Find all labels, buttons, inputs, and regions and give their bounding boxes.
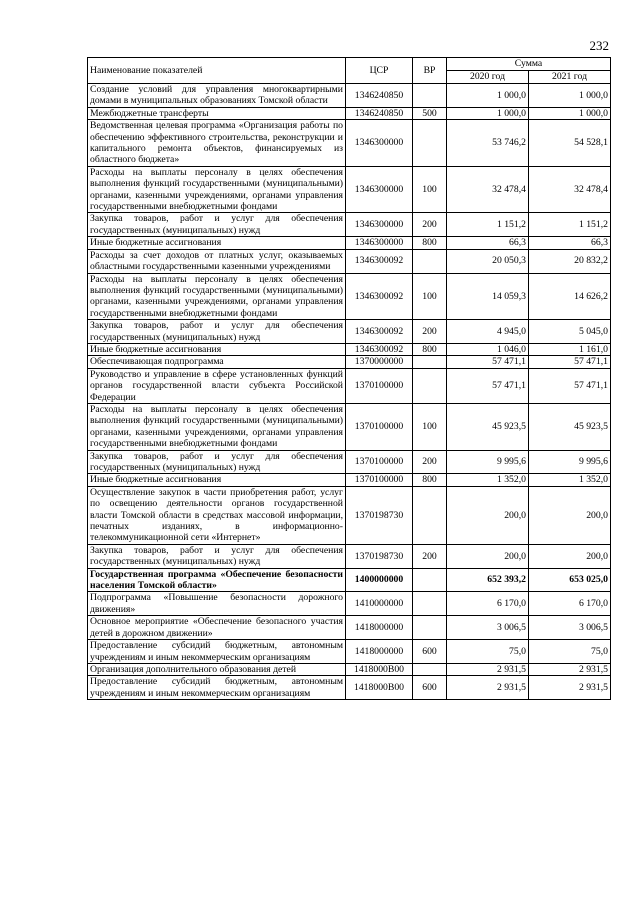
row-csr: 1346300092 [346,343,413,355]
row-name: Расходы на выплаты персоналу в целях обеспечения выполнения функций государственными (муниципальными) органами, казенными учреждениями, органами управления государственными внебюджетными фондами [88,166,346,213]
row-sum-2021: 9 995,6 [529,450,611,474]
row-vr: 200 [413,213,447,237]
row-sum-2021: 54 528,1 [529,120,611,167]
row-vr: 100 [413,273,447,320]
table-row [88,213,611,237]
row-vr: 100 [413,403,447,450]
header-csr: ЦСР [346,58,413,84]
row-vr [413,84,447,108]
row-sum-2020: 53 746,2 [447,120,529,167]
row-sum-2021: 1 352,0 [529,474,611,486]
row-csr: 1370100000 [346,474,413,486]
row-csr: 1418000В00 [346,663,413,675]
row-sum-2020: 200,0 [447,544,529,568]
row-name: Основное мероприятие «Обеспечение безопасного участия детей в дорожном движении» [88,616,346,640]
row-csr: 1370198730 [346,544,413,568]
row-sum-2020: 45 923,5 [447,403,529,450]
row-name: Осуществление закупок в части приобретения работ, услуг по освещению деятельности органов государственной власти Томской области в средствах массовой информации, печатных изданиях, в информационно-телекоммуникационной сети «Интернет» [88,486,346,544]
row-name: Иные бюджетные ассигнования [88,237,346,249]
row-csr: 1410000000 [346,592,413,616]
table-row [88,544,611,568]
row-sum-2021: 6 170,0 [529,592,611,616]
row-sum-2020: 14 059,3 [447,273,529,320]
row-csr: 1370100000 [346,450,413,474]
row-sum-2020: 3 006,5 [447,616,529,640]
row-sum-2021: 1 000,0 [529,84,611,108]
row-sum-2021: 3 006,5 [529,616,611,640]
row-name: Подпрограмма «Повышение безопасности дорожного движения» [88,592,346,616]
row-sum-2021: 14 626,2 [529,273,611,320]
row-name: Ведомственная целевая программа «Организация работы по обеспечению эффективного строительства, реконструкции и капитального ремонта объектов, финансируемых из областного бюджета» [88,120,346,167]
row-sum-2021: 200,0 [529,486,611,544]
table-row [88,273,611,320]
row-sum-2020: 32 478,4 [447,166,529,213]
table-row [88,237,611,249]
row-sum-2021: 20 832,2 [529,249,611,273]
row-sum-2021: 45 923,5 [529,403,611,450]
row-sum-2020: 200,0 [447,486,529,544]
row-csr: 1346300092 [346,320,413,344]
table-row [88,320,611,344]
page-number: 232 [589,38,609,53]
row-name: Обеспечивающая подпрограмма [88,356,346,368]
row-vr [413,368,447,403]
row-sum-2020: 66,3 [447,237,529,249]
row-name: Расходы за счет доходов от платных услуг, оказываемых областными государственными казенными учреждениями [88,249,346,273]
budget-table [87,57,611,700]
row-sum-2021: 66,3 [529,237,611,249]
row-name: Расходы на выплаты персоналу в целях обеспечения выполнения функций государственными (муниципальными) органами, казенными учреждениями, органами управления государственными внебюджетными фондами [88,273,346,320]
table-header [88,58,611,84]
row-sum-2020: 1 046,0 [447,343,529,355]
row-name: Закупка товаров, работ и услуг для обеспечения государственных (муниципальных) нужд [88,320,346,344]
row-name: Иные бюджетные ассигнования [88,343,346,355]
table-row [88,616,611,640]
row-sum-2020: 9 995,6 [447,450,529,474]
row-csr: 1370198730 [346,486,413,544]
row-sum-2021: 57 471,1 [529,368,611,403]
header-year-2021: 2021 год [529,71,611,84]
row-vr [413,616,447,640]
table-row [88,368,611,403]
row-csr: 1346300092 [346,273,413,320]
row-vr [413,249,447,273]
row-vr: 200 [413,544,447,568]
row-sum-2020: 1 000,0 [447,107,529,119]
row-sum-2020: 2 931,5 [447,663,529,675]
row-csr: 1346300000 [346,213,413,237]
table-row [88,568,611,592]
row-csr: 1346300092 [346,249,413,273]
row-sum-2020: 652 393,2 [447,568,529,592]
row-vr: 200 [413,450,447,474]
row-sum-2021: 1 151,2 [529,213,611,237]
row-sum-2020: 6 170,0 [447,592,529,616]
row-sum-2020: 1 000,0 [447,84,529,108]
header-sum: Сумма [447,58,611,71]
row-name: Предоставление субсидий бюджетным, автономным учреждениям и иным некоммерческим организациям [88,676,346,700]
row-csr: 1346300000 [346,166,413,213]
row-csr: 1346240850 [346,107,413,119]
row-vr: 800 [413,474,447,486]
row-vr [413,120,447,167]
row-vr: 600 [413,676,447,700]
row-sum-2020: 57 471,1 [447,368,529,403]
row-sum-2021: 32 478,4 [529,166,611,213]
row-vr: 800 [413,237,447,249]
table-row [88,592,611,616]
row-sum-2021: 2 931,5 [529,663,611,675]
row-name: Закупка товаров, работ и услуг для обеспечения государственных (муниципальных) нужд [88,213,346,237]
row-sum-2021: 1 000,0 [529,107,611,119]
row-vr [413,486,447,544]
row-csr: 1418000000 [346,616,413,640]
table-row [88,486,611,544]
row-sum-2020: 20 050,3 [447,249,529,273]
row-csr: 1346240850 [346,84,413,108]
row-sum-2020: 57 471,1 [447,356,529,368]
row-sum-2021: 653 025,0 [529,568,611,592]
row-name: Расходы на выплаты персоналу в целях обеспечения выполнения функций государственными (муниципальными) органами, казенными учреждениями, органами управления государственными внебюджетными фондами [88,403,346,450]
row-csr: 1370100000 [346,368,413,403]
row-name: Государственная программа «Обеспечение безопасности населения Томской области» [88,568,346,592]
row-sum-2020: 1 151,2 [447,213,529,237]
table-row [88,676,611,700]
row-name: Иные бюджетные ассигнования [88,474,346,486]
table-row [88,343,611,355]
row-sum-2020: 1 352,0 [447,474,529,486]
row-sum-2020: 2 931,5 [447,676,529,700]
header-year-2020: 2020 год [447,71,529,84]
row-name: Организация дополнительного образования детей [88,663,346,675]
table-row [88,84,611,108]
row-vr: 600 [413,640,447,664]
row-sum-2021: 5 045,0 [529,320,611,344]
table-row [88,474,611,486]
table-row [88,356,611,368]
row-vr: 500 [413,107,447,119]
header-vr: ВР [413,58,447,84]
row-sum-2021: 57 471,1 [529,356,611,368]
row-sum-2021: 75,0 [529,640,611,664]
table-row [88,663,611,675]
row-name: Руководство и управление в сфере установленных функций органов государственной власти субъекта Российской Федерации [88,368,346,403]
row-vr: 100 [413,166,447,213]
row-csr: 1346300000 [346,237,413,249]
row-name: Предоставление субсидий бюджетным, автономным учреждениям и иным некоммерческим организациям [88,640,346,664]
row-vr [413,568,447,592]
table-row [88,403,611,450]
table-row [88,249,611,273]
row-sum-2020: 75,0 [447,640,529,664]
header-name: Наименование показателей [88,58,346,84]
row-vr: 800 [413,343,447,355]
row-sum-2021: 200,0 [529,544,611,568]
row-vr [413,592,447,616]
row-vr [413,356,447,368]
row-csr: 1400000000 [346,568,413,592]
table-row [88,450,611,474]
row-csr: 1418000В00 [346,676,413,700]
row-name: Создание условий для управления многоквартирными домами в муниципальных образованиях Томской области [88,84,346,108]
row-csr: 1370100000 [346,403,413,450]
row-name: Межбюджетные трансферты [88,107,346,119]
row-name: Закупка товаров, работ и услуг для обеспечения государственных (муниципальных) нужд [88,450,346,474]
row-csr: 1370000000 [346,356,413,368]
table-body [88,84,611,700]
table-row [88,107,611,119]
row-sum-2021: 1 161,0 [529,343,611,355]
row-name: Закупка товаров, работ и услуг для обеспечения государственных (муниципальных) нужд [88,544,346,568]
row-vr: 200 [413,320,447,344]
row-csr: 1418000000 [346,640,413,664]
table-row [88,640,611,664]
row-sum-2021: 2 931,5 [529,676,611,700]
row-csr: 1346300000 [346,120,413,167]
table-row [88,166,611,213]
row-sum-2020: 4 945,0 [447,320,529,344]
row-vr [413,663,447,675]
table-row [88,120,611,167]
